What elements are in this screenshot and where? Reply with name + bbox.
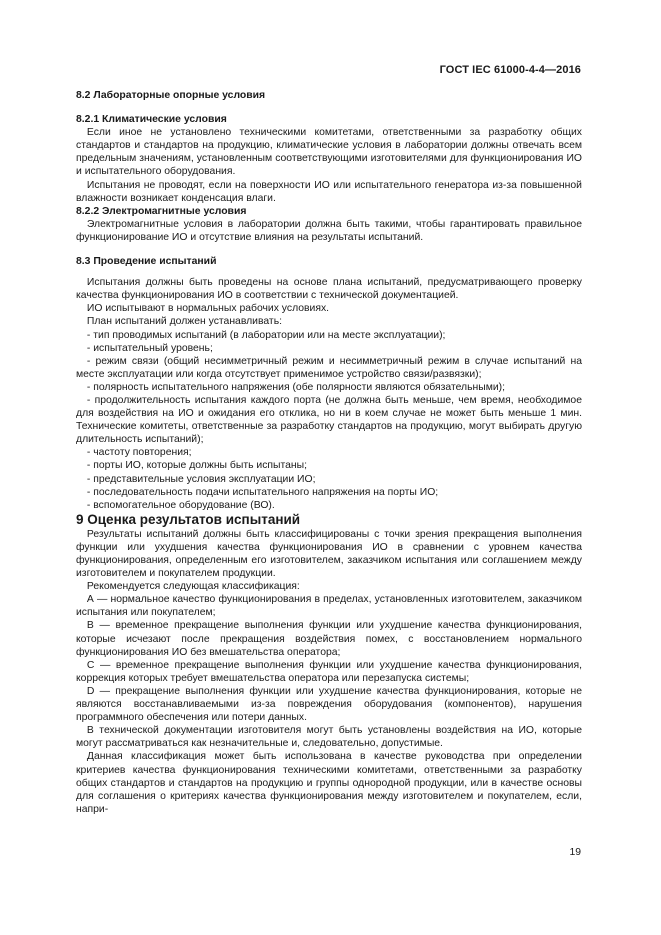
list-item: - тип проводимых испытаний (в лаборатории или на месте эксплуатации); xyxy=(86,329,446,341)
list-item: - порты ИО, которые должны быть испытаны; xyxy=(86,460,308,472)
standard-designation: ГОСТ IEC 61000-4-4—2016 xyxy=(439,64,581,76)
list-item: - частоту повторения; xyxy=(86,447,192,459)
list-item: - представительные условия эксплуатации ИО; xyxy=(86,473,316,485)
paragraph: Электромагнитные условия в лаборатории должна быть такими, чтобы гарантировать правильное функционирование ИО и отсутствие влияния на результаты испытаний. xyxy=(76,218,582,243)
section-8-3-heading: 8.3 Проведение испытаний xyxy=(76,256,217,268)
section-8-2-1-heading: 8.2.1 Климатические условия xyxy=(76,114,227,126)
page-content xyxy=(76,89,582,816)
list-item: - полярность испытательного напряжения (обе полярности являются обязательными); xyxy=(86,381,506,393)
paragraph: ИО испытывают в нормальных рабочих условиях. xyxy=(86,303,330,315)
classification-item-a: А — нормальное качество функционирования в пределах, установленных изготовителем, заказчиком испытания или покупателем; xyxy=(76,594,582,619)
paragraph: Испытания не проводят, если на поверхности ИО или испытательного генератора из-за повышенной влажности возникает конденсация влаги. xyxy=(76,179,582,204)
section-9-heading: 9 Оценка результатов испытаний xyxy=(76,511,301,527)
paragraph: Если иное не установлено техническими комитетами, ответственными за разработку общих стандартов и стандартов на продукцию, климатические условия в лаборатории должны отвечать всем предельным значениям, установленным соответствующими изготовителями для функционирования ИО и испытательного оборудования. xyxy=(76,127,582,178)
paragraph: План испытаний должен устанавливать: xyxy=(86,316,282,328)
list-item: - вспомогательное оборудование (ВО). xyxy=(86,499,275,511)
section-8-2-heading: 8.2 Лабораторные опорные условия xyxy=(76,90,266,101)
paragraph: В технической документации изготовителя могут быть установлены воздействия на ИО, которые могут рассматриваться как незначительные и, следовательно, допустимые. xyxy=(76,725,582,750)
list-item: - испытательный уровень; xyxy=(86,342,213,354)
page-number: 19 xyxy=(569,847,581,858)
paragraph: Рекомендуется следующая классификация: xyxy=(86,581,300,593)
list-item: - последовательность подачи испытательного напряжения на порты ИО; xyxy=(86,486,439,498)
classification-item-d: D — прекращение выполнения функции или ухудшение качества функционирования, которые не являются восстанавливаемыми из-за повреждения оборудования (компонентов), нарушения программного обеспечения или потери данных. xyxy=(76,685,582,724)
classification-item-c: С — временное прекращение выполнения функции или ухудшение качества функционирования, коррекция которых требует вмешательства оператора или перезапуска системы; xyxy=(76,659,582,684)
list-item: - режим связи (общий несимметричный режим и несимметричный режим в случае испытаний на месте эксплуатации или когда отсутствует применимое устройство связи/развязки); xyxy=(76,355,582,380)
classification-item-b: В — временное прекращение выполнения функции или ухудшение качества функционирования, которые исчезают после прекращения воздействия помех, с восстановлением нормального функционирования ИО без вмешательства оператора; xyxy=(76,620,582,658)
paragraph: Данная классификация может быть использована в качестве руководства при определении критериев качества функционирования техническими комитетами, ответственными за разработку общих стандартов и стандартов на продукцию и группы однородной продукции, или в качестве основы для соглашения о критериях качества функционирования между изготовителем и покупателем, если, напри- xyxy=(76,751,582,815)
list-item: - продолжительность испытания каждого порта (не должна быть меньше, чем время, необходимое для воздействия на ИО и ожидания его отклика, но ни в коем случае не может быть меньше 1 мин. Технические комитеты, ответственные за разработку стандартов на продукцию, могут выбирать другую длительность испытаний); xyxy=(76,394,582,446)
section-8-2-2-heading: 8.2.2 Электромагнитные условия xyxy=(76,205,247,217)
paragraph: Испытания должны быть проведены на основе плана испытаний, предусматривающего проверку качества функционирования ИО в соответствии с технической документацией. xyxy=(76,277,582,302)
paragraph: Результаты испытаний должны быть классифицированы с точки зрения прекращения выполнения функции или ухудшения качества функционирования ИО в сравнении с уровнем качества функционирования, определенным его изготовителем, заказчиком испытания или соглашением между изготовителем и покупателем продукции. xyxy=(76,528,582,580)
